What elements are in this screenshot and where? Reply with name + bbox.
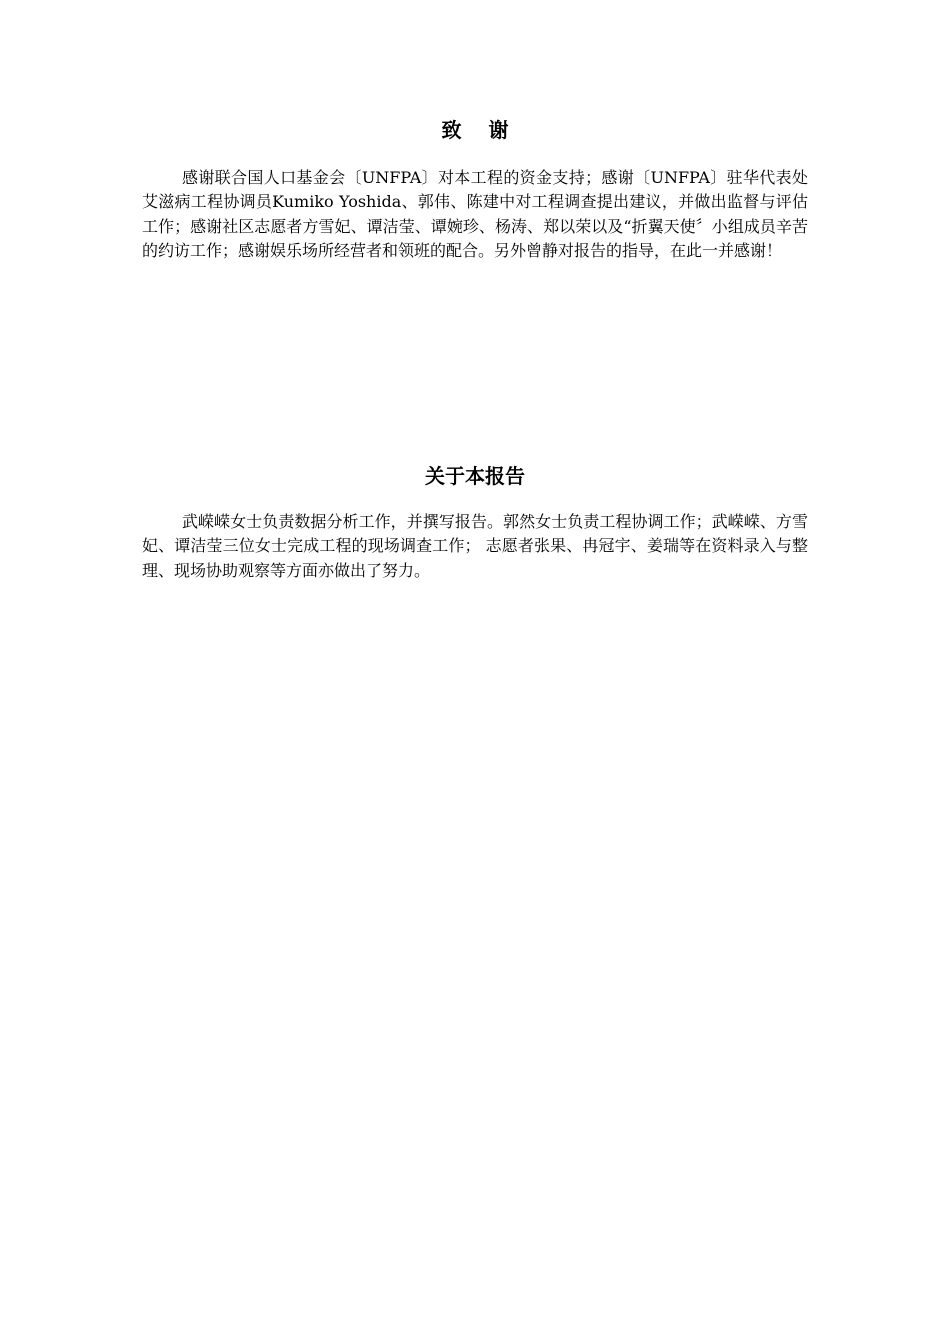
acknowledgements-section [142,116,808,264]
about-report-title: 关于本报告 [425,464,525,488]
acknowledgements-title: 致 谢 [441,118,519,142]
about-report-section [142,462,808,583]
about-report-paragraph: 武嵘嵘女士负责数据分析工作，并撰写报告。郭然女士负责工程协调工作；武嵘嵘、方雪妃、谭洁莹三位女士完成工程的现场调查工作； 志愿者张果、冉冠宇、姜瑞等在资料录入与整理、现场协助观察等方面亦做出了努力。 [142,512,808,580]
acknowledgements-paragraph: 感谢联合国人口基金会〔UNFPA〕对本工程的资金支持；感谢〔UNFPA〕驻华代表处艾滋病工程协调员Kumiko Yoshida、郭伟、陈建中对工程调查提出建议，并做出监督与评估工作；感谢社区志愿者方雪妃、谭洁莹、谭婉珍、杨涛、郑以荣以及“折翼天使〞小组成员辛苦的约访工作；感谢娱乐场所经营者和领班的配合。另外曾静对报告的指导，在此一并感谢！ [142,168,808,261]
